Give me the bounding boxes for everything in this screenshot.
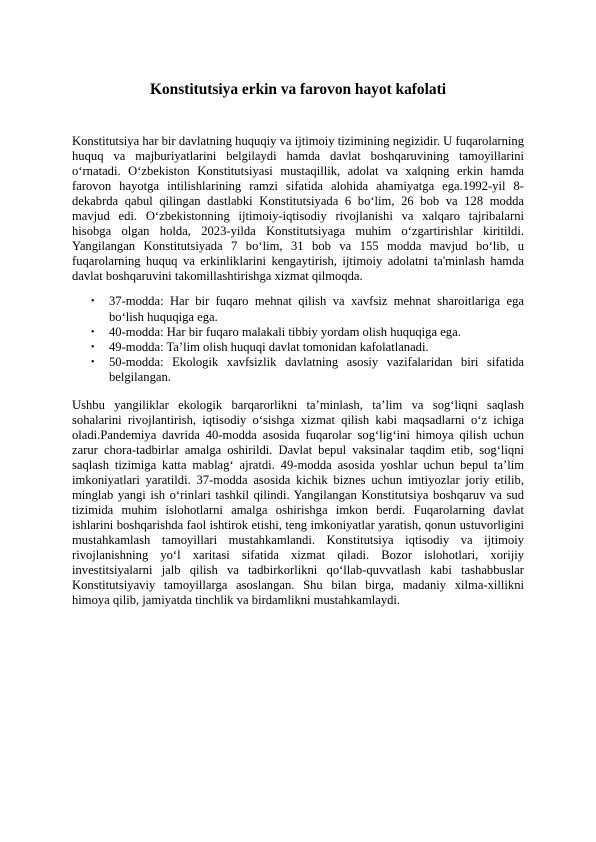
document-page bbox=[72, 81, 524, 608]
bullet-icon: • bbox=[91, 341, 95, 353]
list-item bbox=[91, 354, 524, 385]
body-paragraph: Ushbu yangiliklar ekologik barqarorlikni ta’minlash, ta’lim va sogʻliqni saqlash sohalarini rivojlantirish, iqtisodiy oʻsishga xizmat qilish kabi maqsadlarni oʻz ichiga oladi.Pandemiya davrida 40-modda asosida fuqarolar sogʻligʻini himoya qilish uchun zarur chora-tadbirlar amalga oshirildi. Davlat bepul vaksinalar taqdim etib, sogʻliqni saqlash tizimiga katta mablagʻ ajratdi. 49-modda asosida yoshlar uchun bepul ta’lim imkoniyatlari yaratildi. 37-modda asosida kichik biznes uchun imtiyozlar joriy etilib, minglab yangi ish oʻrinlari tashkil qilindi. Yangilangan Konstitutsiya boshqaruv va sud tizimida muhim islohotlarni amalga oshirishga imkon berdi. Fuqarolarning davlat ishlarini boshqarishda faol ishtirok etishi, teng imkoniyatlar yaratish, qonun ustuvorligini mustahkamlash tamoyillari mustahkamlandi. Konstitutsiya iqtisodiy va ijtimoiy rivojlanishning yoʻl xaritasi sifatida xizmat qiladi. Bozor islohotlari, xorijiy investitsiyalarni jalb qilish va tadbirkorlikni qoʻllab-quvvatlash kabi tashabbuslar Konstitutsiyaviy tamoyillarga asoslangan. Shu bilan birga, madaniy xilma-xillikni himoya qilib, jamiyatda tinchlik va birdamlikni mustahkamlaydi. bbox=[72, 397, 524, 608]
list-item bbox=[91, 294, 524, 324]
list-item-text: 37-modda: Har bir fuqaro mehnat qilish va xavfsiz mehnat sharoitlariga ega boʻlish huquqiga ega. bbox=[109, 294, 524, 324]
intro-paragraph: Konstitutsiya har bir davlatning huquqiy va ijtimoiy tizimining negizidir. U fuqarolarning huquq va majburiyatlarini belgilaydi hamda davlat boshqaruvining tamoyillarini oʻrnatadi. Oʻzbekiston Konstitutsiyasi mustaqillik, adolat va xalqning erkin hamda farovon hayotga intilishlarining ramzi sifatida alohida ahamiyatga ega.1992-yil 8-dekabrda qabul qilingan dastlabki Konstitutsiyada 6 boʻlim, 26 bob va 128 modda mavjud edi. Oʻzbekistonning ijtimoiy-iqtisodiy rivojlanishi va xalqaro tajribalarni hisobga olgan holda, 2023-yilda Konstitutsiyaga muhim oʻzgartirishlar kiritildi. Yangilangan Konstitutsiyada 7 boʻlim, 31 bob va 155 modda mavjud boʻlib, u fuqarolarning huquq va erkinliklarini kengaytirish, ijtimoiy adolatni ta'minlash hamda davlat boshqaruvini takomillashtirishga xizmat qilmoqda. bbox=[72, 134, 524, 284]
bullet-icon: • bbox=[91, 296, 95, 308]
bullet-icon: • bbox=[91, 326, 95, 338]
list-item-text: 50-modda: Ekologik xavfsizlik davlatning asosiy vazifalaridan biri sifatida belgilangan. bbox=[109, 354, 524, 384]
list-item bbox=[91, 339, 524, 355]
list-item bbox=[91, 324, 524, 340]
document-title: Konstitutsiya erkin va farovon hayot kafolati bbox=[149, 81, 446, 98]
list-item-text: 49-modda: Ta’lim olish huquqi davlat tomonidan kafolatlanadi. bbox=[109, 339, 429, 354]
bullet-icon: • bbox=[91, 356, 95, 368]
article-list bbox=[72, 294, 524, 384]
list-item-text: 40-modda: Har bir fuqaro malakali tibbiy yordam olish huquqiga ega. bbox=[109, 324, 461, 339]
